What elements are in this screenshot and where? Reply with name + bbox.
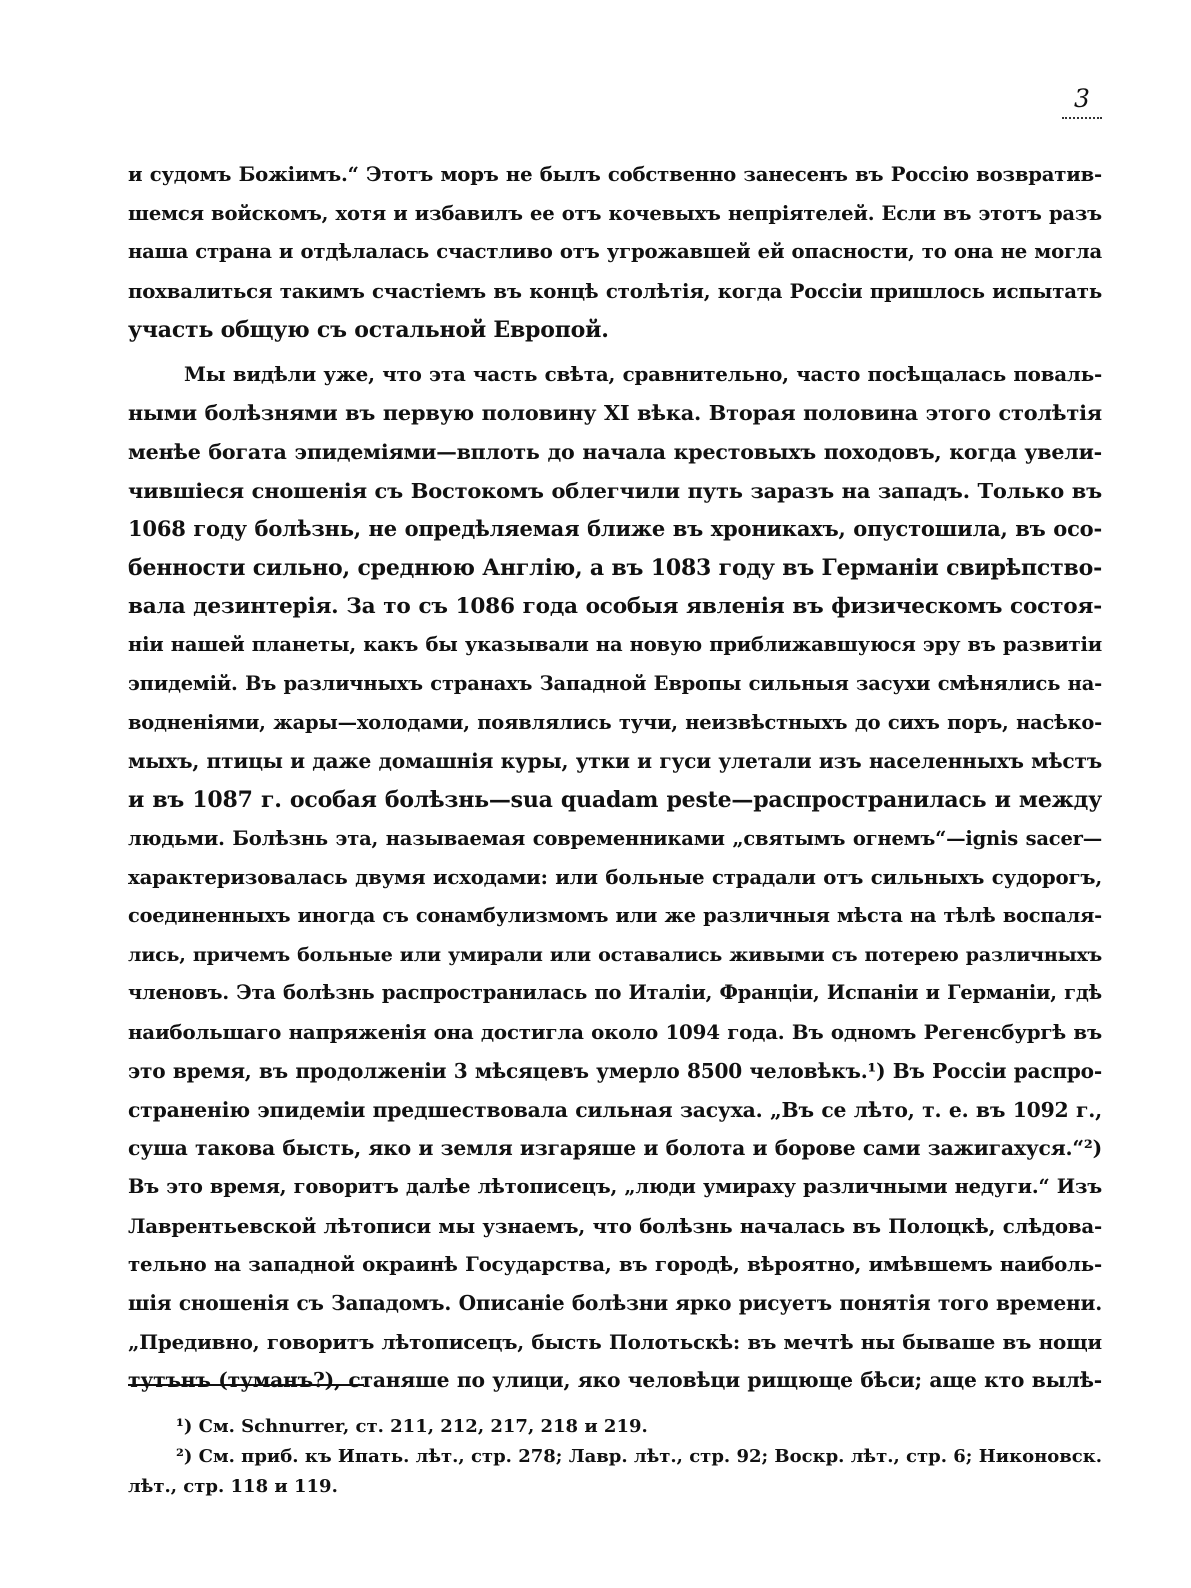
text-line: наша страна и отдѣлалась счастливо отъ угрожавшей ей опасности, то она не могла [128,240,1102,264]
text-line: „Предивно, говоритъ лѣтописецъ, бысть Полотьскѣ: въ мечтѣ ны бываше въ нощи [128,1329,1102,1354]
text-line: менѣе богата эпидеміями—вплоть до начала крестовыхъ походовъ, когда увели- [128,439,1102,464]
text-line: Мы видѣли уже, что эта часть свѣта, сравнительно, часто посѣщалась поваль- [184,362,1102,387]
text-line: эпидемій. Въ различныхъ странахъ Западной Европы сильныя засухи смѣнялись на- [128,671,1102,695]
footnote-2-continued: лѣт., стр. 118 и 119. [128,1476,338,1497]
text-line: шія сношенія съ Западомъ. Описаніе болѣзни ярко рисуетъ понятія того времени. [128,1290,1102,1315]
text-line: Лаврентьевской лѣтописи мы узнаемъ, что болѣзнь началась въ Полоцкѣ, слѣдова- [128,1213,1102,1238]
text-line: участь общую съ остальной Европой. [128,316,609,343]
text-line: шемся войскомъ, хотя и избавилъ ее отъ кочевыхъ непріятелей. Если въ этотъ разъ [128,201,1102,225]
text-line: 1068 году болѣзнь, не опредѣляемая ближе въ хроникахъ, опустошила, въ осо- [128,516,1102,542]
text-line: соединенныхъ иногда съ сонамбулизмомъ или же различныя мѣста на тѣлѣ воспаля- [128,904,1102,928]
text-line: похвалиться такимъ счастіемъ въ концѣ столѣтія, когда Россіи пришлось испытать [128,279,1102,304]
text-line: лись, причемъ больные или умирали или оставались живыми съ потерею различныхъ [128,943,1102,966]
text-line: и судомъ Божіимъ.“ Этотъ моръ не былъ собственно занесенъ въ Россію возвратив- [128,163,1102,186]
text-line: членовъ. Эта болѣзнь распространилась по Италіи, Франціи, Испаніи и Германіи, гдѣ [128,981,1102,1005]
text-line: водненіями, жары—холодами, появлялись тучи, неизвѣстныхъ до сихъ поръ, насѣко- [128,710,1102,734]
text-line: людьми. Болѣзнь эта, называемая современниками „святымъ огнемъ“—ignis sacer— [128,826,1102,850]
footnote-2: ²) См. приб. къ Ипать. лѣт., стр. 278; Лавр. лѣт., стр. 92; Воскр. лѣт., стр. 6; Никоновск. [176,1446,1102,1467]
text-line: суша такова бысть, яко и земля изгаряше и болота и борове сами зажигахуся.“²) [128,1136,1102,1161]
text-line: ными болѣзнями въ первую половину XI вѣка. Вторая половина этого столѣтія [128,400,1102,426]
text-line: страненію эпидеміи предшествовала сильная засуха. „Въ се лѣто, т. е. въ 1092 г., [128,1097,1102,1122]
text-line: мыхъ, птицы и даже домашнія куры, утки и гуси улетали изъ населенныхъ мѣстъ [128,749,1102,774]
text-line: наибольшаго напряженія она достигла около 1094 года. Въ одномъ Регенсбургѣ въ [128,1020,1102,1045]
text-line: Въ это время, говоритъ далѣе лѣтописецъ, „люди умираху различными недуги.“ Изъ [128,1174,1102,1198]
text-line: характеризовалась двумя исходами: или больные страдали отъ сильныхъ судорогъ, [128,865,1102,890]
text-line: чившіеся сношенія съ Востокомъ облегчили путь заразъ на западъ. Только въ [128,477,1102,503]
text-line: ніи нашей планеты, какъ бы указывали на новую приближавшуюся эру въ развитіи [128,633,1102,657]
footnote-divider [128,1384,364,1386]
text-line: и въ 1087 г. особая болѣзнь—sua quadam peste—распространилась и между [128,787,1102,813]
text-line: тутънъ (туманъ?), станяше по улици, яко человѣци рищюще бѣси; аще кто вылѣ- [128,1368,1102,1393]
body-text [128,156,1102,1400]
text-line: тельно на западной окраинѣ Государства, въ городѣ, вѣроятно, имѣвшемъ наиболь- [128,1252,1102,1277]
footnote-1: ¹) См. Schnurrer, ст. 211, 212, 217, 218 и 219. [176,1416,648,1437]
text-line: это время, въ продолженіи 3 мѣсяцевъ умерло 8500 человѣкъ.¹) Въ Россіи распро- [128,1058,1102,1083]
text-line: вала дезинтерія. За то съ 1086 года особыя явленія въ физическомъ состоя- [128,593,1102,619]
footnotes [128,1412,1102,1502]
page-number: 3 [1062,84,1102,119]
text-line: бенности сильно, среднюю Англію, а въ 1083 году въ Германіи свирѣпство- [128,554,1102,581]
